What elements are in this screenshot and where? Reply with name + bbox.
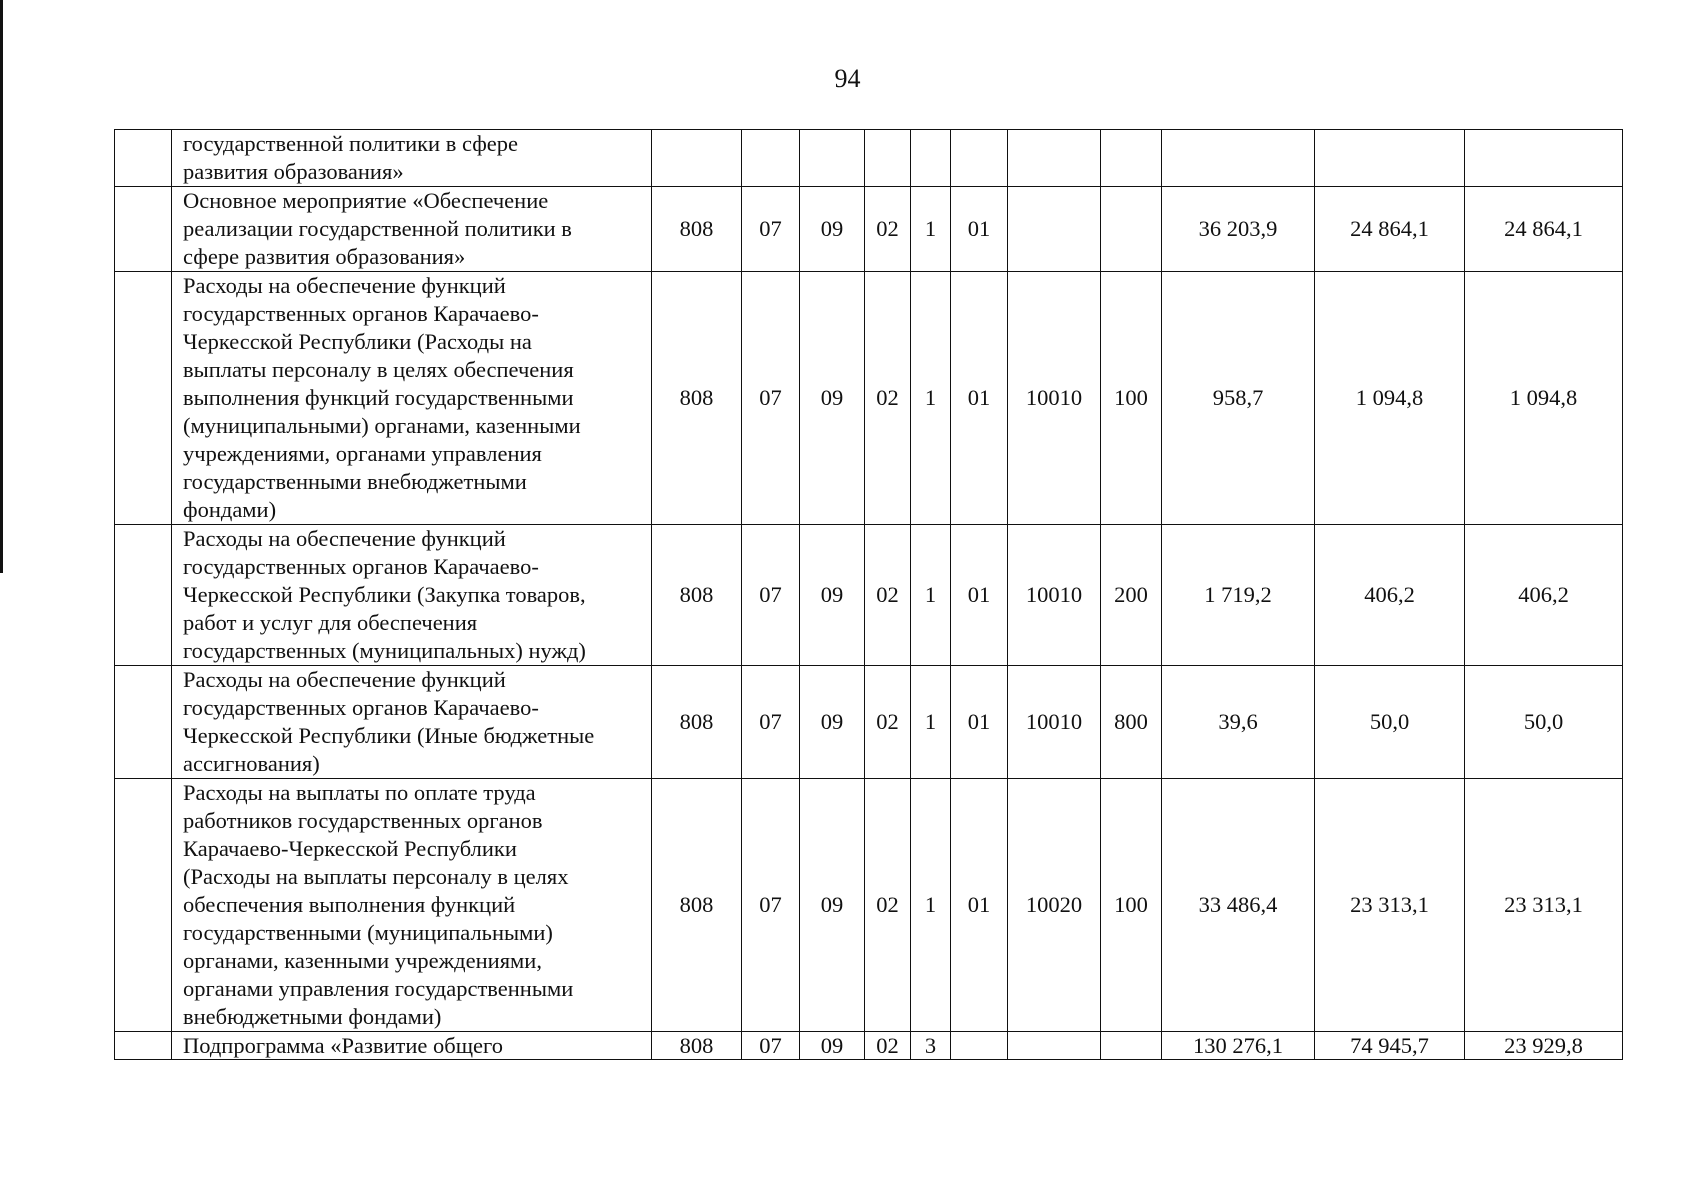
amount-year2-cell: 1 094,8 (1315, 272, 1465, 525)
subsection-code-cell: 09 (800, 779, 865, 1032)
item-name-line: государственных органов Карачаево- (183, 695, 539, 720)
item-name-line: выполнения функций государственными (183, 385, 574, 410)
item-name-line: работ и услуг для обеспечения (183, 610, 478, 635)
item-name-line: (Расходы на выплаты персоналу в целях (183, 864, 569, 889)
subprogram-code-cell: 1 (911, 187, 951, 272)
item-name-cell (172, 130, 652, 187)
program-code-cell: 02 (865, 272, 911, 525)
item-name-line: Черкесской Республики (Закупка товаров, (183, 582, 586, 607)
section-code-cell: 07 (742, 187, 800, 272)
subprogram-code-cell: 1 (911, 779, 951, 1032)
item-name-line: Расходы на обеспечение функций (183, 526, 506, 551)
ministry-code-cell: 808 (652, 525, 742, 666)
expense-type-code-cell (1101, 187, 1162, 272)
row-number-cell (115, 1032, 172, 1060)
subsection-code-cell: 09 (800, 272, 865, 525)
item-name-line: ассигнования) (183, 751, 320, 776)
item-name-cell (172, 272, 652, 525)
subprogram-code-cell: 1 (911, 525, 951, 666)
subsection-code-cell: 09 (800, 666, 865, 779)
amount-year2-cell: 74 945,7 (1315, 1032, 1465, 1060)
activity-code-cell: 01 (951, 272, 1008, 525)
activity-code-cell: 01 (951, 525, 1008, 666)
ministry-code-cell (652, 130, 742, 187)
amount-year2-cell: 50,0 (1315, 666, 1465, 779)
item-name-line: государственными (муниципальными) (183, 920, 553, 945)
item-name-line: Основное мероприятие «Обеспечение (183, 188, 549, 213)
subsection-code-cell (800, 130, 865, 187)
activity-code-cell: 01 (951, 187, 1008, 272)
row-number-cell (115, 272, 172, 525)
amount-year3-cell: 50,0 (1465, 666, 1623, 779)
table-row (115, 272, 1623, 525)
item-name-line: государственных органов Карачаево- (183, 554, 539, 579)
item-name-line: Черкесской Республики (Иные бюджетные (183, 723, 595, 748)
subprogram-code-cell (911, 130, 951, 187)
item-name-cell (172, 525, 652, 666)
direction-code-cell (1008, 130, 1101, 187)
item-name-line: (муниципальными) органами, казенными (183, 413, 581, 438)
amount-year2-cell: 24 864,1 (1315, 187, 1465, 272)
section-code-cell: 07 (742, 779, 800, 1032)
amount-year2-cell (1315, 130, 1465, 187)
expense-type-code-cell: 200 (1101, 525, 1162, 666)
section-code-cell (742, 130, 800, 187)
ministry-code-cell: 808 (652, 666, 742, 779)
activity-code-cell (951, 130, 1008, 187)
amount-year1-cell: 958,7 (1162, 272, 1315, 525)
amount-year3-cell: 406,2 (1465, 525, 1623, 666)
item-name-line: государственных органов Карачаево- (183, 301, 539, 326)
row-number-cell (115, 779, 172, 1032)
subsection-code-cell: 09 (800, 525, 865, 666)
ministry-code-cell: 808 (652, 272, 742, 525)
amount-year2-cell: 23 313,1 (1315, 779, 1465, 1032)
item-name-line: Расходы на обеспечение функций (183, 273, 506, 298)
row-number-cell (115, 187, 172, 272)
direction-code-cell (1008, 1032, 1101, 1060)
direction-code-cell: 10010 (1008, 272, 1101, 525)
activity-code-cell (951, 1032, 1008, 1060)
table-row (115, 130, 1623, 187)
item-name-cell (172, 779, 652, 1032)
subprogram-code-cell: 1 (911, 666, 951, 779)
item-name-line: учреждениями, органами управления (183, 441, 542, 466)
expense-type-code-cell: 800 (1101, 666, 1162, 779)
item-name-line: государственных (муниципальных) нужд) (183, 638, 586, 663)
item-name-line: государственной политики в сфере (183, 131, 519, 156)
direction-code-cell (1008, 187, 1101, 272)
amount-year1-cell: 33 486,4 (1162, 779, 1315, 1032)
amount-year3-cell: 24 864,1 (1465, 187, 1623, 272)
table-row (115, 187, 1623, 272)
direction-code-cell: 10010 (1008, 666, 1101, 779)
item-name-line: фондами) (183, 497, 277, 522)
expense-type-code-cell (1101, 1032, 1162, 1060)
program-code-cell (865, 130, 911, 187)
row-number-cell (115, 666, 172, 779)
amount-year2-cell: 406,2 (1315, 525, 1465, 666)
section-code-cell: 07 (742, 666, 800, 779)
program-code-cell: 02 (865, 187, 911, 272)
table-row (115, 525, 1623, 666)
row-number-cell (115, 525, 172, 666)
item-name-line: реализации государственной политики в (183, 216, 572, 241)
ministry-code-cell: 808 (652, 1032, 742, 1060)
item-name-line: обеспечения выполнения функций (183, 892, 516, 917)
table-row (115, 666, 1623, 779)
table-row (115, 779, 1623, 1032)
expense-type-code-cell (1101, 130, 1162, 187)
item-name-line: сфере развития образования» (183, 244, 466, 269)
item-name-line: Черкесской Республики (Расходы на (183, 329, 532, 354)
page-number: 94 (834, 64, 861, 93)
amount-year3-cell: 1 094,8 (1465, 272, 1623, 525)
item-name-line: государственными внебюджетными (183, 469, 527, 494)
item-name-line: Расходы на обеспечение функций (183, 667, 506, 692)
amount-year1-cell: 1 719,2 (1162, 525, 1315, 666)
amount-year3-cell (1465, 130, 1623, 187)
program-code-cell: 02 (865, 779, 911, 1032)
amount-year3-cell: 23 929,8 (1465, 1032, 1623, 1060)
budget-table (114, 129, 1623, 1060)
amount-year1-cell (1162, 130, 1315, 187)
ministry-code-cell: 808 (652, 779, 742, 1032)
activity-code-cell: 01 (951, 666, 1008, 779)
program-code-cell: 02 (865, 525, 911, 666)
item-name-line: органами управления государственными (183, 976, 574, 1001)
expense-type-code-cell: 100 (1101, 272, 1162, 525)
section-code-cell: 07 (742, 272, 800, 525)
subprogram-code-cell: 3 (911, 1032, 951, 1060)
amount-year1-cell: 36 203,9 (1162, 187, 1315, 272)
subprogram-code-cell: 1 (911, 272, 951, 525)
item-name-line: Подпрограмма «Развитие общего (183, 1032, 503, 1058)
item-name-line: Карачаево-Черкесской Республики (183, 836, 517, 861)
amount-year1-cell: 130 276,1 (1162, 1032, 1315, 1060)
item-name-line: выплаты персоналу в целях обеспечения (183, 357, 574, 382)
expense-type-code-cell: 100 (1101, 779, 1162, 1032)
subsection-code-cell: 09 (800, 1032, 865, 1060)
item-name-line: органами, казенными учреждениями, (183, 948, 542, 973)
item-name-cell (172, 666, 652, 779)
ministry-code-cell: 808 (652, 187, 742, 272)
program-code-cell: 02 (865, 666, 911, 779)
subsection-code-cell: 09 (800, 187, 865, 272)
item-name-cell (172, 187, 652, 272)
row-number-cell (115, 130, 172, 187)
amount-year1-cell: 39,6 (1162, 666, 1315, 779)
item-name-cell (172, 1032, 652, 1060)
table-row (115, 1032, 1623, 1060)
activity-code-cell: 01 (951, 779, 1008, 1032)
section-code-cell: 07 (742, 525, 800, 666)
item-name-line: развития образования» (183, 159, 404, 184)
item-name-line: работников государственных органов (183, 808, 543, 833)
program-code-cell: 02 (865, 1032, 911, 1060)
item-name-line: Расходы на выплаты по оплате труда (183, 780, 536, 805)
section-code-cell: 07 (742, 1032, 800, 1060)
item-name-line: внебюджетными фондами) (183, 1004, 442, 1029)
direction-code-cell: 10010 (1008, 525, 1101, 666)
amount-year3-cell: 23 313,1 (1465, 779, 1623, 1032)
direction-code-cell: 10020 (1008, 779, 1101, 1032)
